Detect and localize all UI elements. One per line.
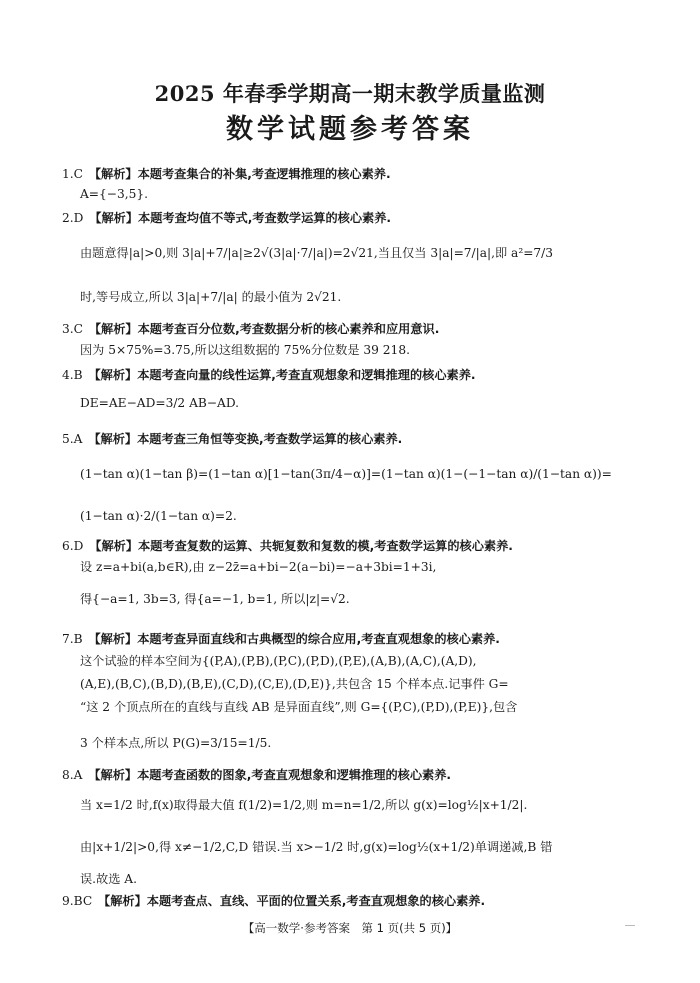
item-8-head [62,766,660,784]
item-8-body-1: 当 x=1/2 时,f(x)取得最大值 f(1/2)=1/2,则 m=n=1/2,所以 g(x)=log½|x+1/2|. [80,798,528,812]
item-8-body-2: 由|x+1/2|>0,得 x≠−1/2,C,D 错误.当 x>−1/2 时,g(x)=log½(x+1/2)单调递减,B 错 [80,840,553,854]
item-7-body-4: 3 个样本点,所以 P(G)=3/15=1/5. [80,736,272,750]
item-answer: C [73,167,83,181]
item-2-head [62,209,660,227]
item-1-body-1: A={−3,5}. [80,187,148,201]
item-answer: C [73,322,83,336]
item-answer: A [73,768,83,782]
item-tag: 【解析】本题考查函数的图象,考查直观想象和逻辑推理的核心素养. [88,768,452,782]
item-number: 9. [62,894,74,908]
item-tag: 【解析】本题考查均值不等式,考查数学运算的核心素养. [89,211,392,225]
item-tag: 【解析】本题考查点、直线、平面的位置关系,考查直观想象的核心素养. [98,894,486,908]
corner-mark [625,925,635,926]
item-2-body-2: 时,等号成立,所以 3|a|+7/|a| 的最小值为 2√21. [80,290,342,304]
item-answer: BC [73,894,93,908]
item-2-body-1: 由题意得|a|>0,则 3|a|+7/|a|≥2√(3|a|·7/|a|)=2√21,当且仅当 3|a|=7/|a|,即 a²=7/3 [80,246,554,260]
item-5-body-2: (1−tan α)·2/(1−tan α)=2. [80,509,237,523]
item-number: 6. [62,539,74,553]
item-3-head [62,320,660,338]
item-6-body-2: 得{−a=1, 3b=3, 得{a=−1, b=1, 所以|z|=√2. [80,592,350,606]
item-tag: 【解析】本题考查异面直线和古典概型的综合应用,考查直观想象的核心素养. [88,632,500,646]
item-4-body-1: DE=AE−AD=3/2 AB−AD. [80,396,240,410]
item-answer: D [73,539,84,553]
item-answer: A [73,432,83,446]
item-number: 3. [62,322,74,336]
item-8-body-3: 误.故选 A. [80,872,137,886]
item-7-body-1: 这个试验的样本空间为{(P,A),(P,B),(P,C),(P,D),(P,E),(A,B),(A,C),(A,D), [80,654,477,668]
item-number: 8. [62,768,74,782]
item-answer: B [73,632,83,646]
item-7-head [62,630,660,648]
item-tag: 【解析】本题考查复数的运算、共轭复数和复数的模,考查数学运算的核心素养. [89,539,513,553]
item-5-head [62,430,660,448]
item-5-body-1: (1−tan α)(1−tan β)=(1−tan α)[1−tan(3π/4−α)]=(1−tan α)(1−(−1−tan α)/(1−tan α))= [80,467,612,481]
item-number: 4. [62,368,74,382]
item-answer: D [73,211,84,225]
item-answer: B [73,368,83,382]
item-number: 7. [62,632,74,646]
item-number: 5. [62,432,74,446]
item-7-body-3: “这 2 个顶点所在的直线与直线 AB 是异面直线”,则 G={(P,C),(P,D),(P,E)},包含 [80,700,518,714]
item-3-body-1: 因为 5×75%=3.75,所以这组数据的 75%分位数是 39 218. [80,343,410,357]
item-tag: 【解析】本题考查向量的线性运算,考查直观想象和逻辑推理的核心素养. [88,368,476,382]
page-footer: 【高一数学·参考答案 第 1 页(共 5 页)】 [242,921,458,935]
item-tag: 【解析】本题考查集合的补集,考查逻辑推理的核心素养. [88,167,391,181]
item-6-head [62,537,660,555]
item-4-head [62,366,660,384]
item-1-head [62,165,660,183]
item-number: 1. [62,167,74,181]
item-tag: 【解析】本题考查三角恒等变换,考查数学运算的核心素养. [88,432,403,446]
title-line-2: 数学试题参考答案 [226,114,474,145]
item-9-head [62,892,660,910]
item-number: 2. [62,211,74,225]
title-line-1: 2025 年春季学期高一期末教学质量监测 [154,81,546,106]
item-7-body-2: (A,E),(B,C),(B,D),(B,E),(C,D),(C,E),(D,E)},共包含 15 个样本点.记事件 G= [80,677,509,691]
item-6-body-1: 设 z=a+bi(a,b∈R),由 z−2z̄=a+bi−2(a−bi)=−a+3bi=1+3i, [80,560,437,574]
item-tag: 【解析】本题考查百分位数,考查数据分析的核心素养和应用意识. [88,322,440,336]
